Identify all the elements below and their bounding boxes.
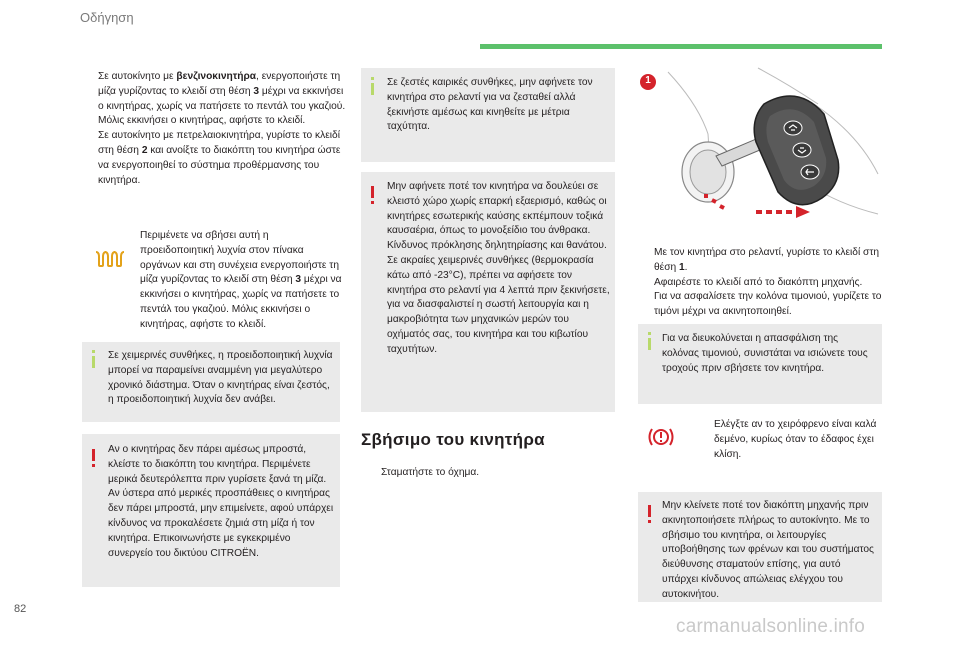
info-text: Για να διευκολύνεται η απασφάλιση της κολόνας τιμονιού, συνιστάται να ισιώνετε τους τροχούς πριν σβήσετε τον κινητήρα. bbox=[662, 333, 868, 374]
header-accent-bar bbox=[480, 44, 882, 49]
page-number: 82 bbox=[14, 603, 27, 615]
text: Ελέγξτε αν το χειρόφρενο είναι καλά δεμένο, κυρίως όταν το έδαφος έχει κλίση. bbox=[714, 419, 877, 460]
warning-icon bbox=[92, 449, 95, 461]
page-header-title: Οδήγηση bbox=[80, 10, 134, 25]
bullet-stop-vehicle bbox=[365, 466, 615, 481]
callout-number: 1 bbox=[645, 75, 651, 86]
warning-box-ignition-off bbox=[638, 492, 882, 602]
warning-box-idle bbox=[361, 172, 615, 412]
col3-bullets bbox=[638, 246, 882, 320]
brake-warning-icon bbox=[645, 426, 677, 448]
info-box-hot-weather bbox=[361, 68, 615, 162]
glow-plug-text bbox=[140, 229, 342, 333]
col2-bullets bbox=[365, 466, 615, 481]
info-text: Σε ζεστές καιρικές συνθήκες, μην αφήνετε τον κινητήρα στο ρελαντί για να ζεσταθεί αλλά ξεκινήστε αμέσως και κινηθείτε με μέτρια ταχύτητα. bbox=[387, 77, 593, 133]
watermark: carmanualsonline.info bbox=[676, 616, 866, 637]
info-icon bbox=[92, 356, 95, 368]
bullet-petrol-start bbox=[82, 70, 346, 129]
info-icon bbox=[371, 83, 374, 95]
warning-box-start bbox=[82, 434, 340, 587]
warning-paragraph: Σε ακραίες χειμερινές συνθήκες (θερμοκρασία κάτω από -23°C), πρέπει να αφήσετε τον κινητήρα στο ρελαντί για 4 λεπτά πριν ξεκινήσετε, για να διασφαλιστεί η σωστή λειτουργία και η μακροβιότητα των μηχανικών μερών του οχήματός σας, του κινητήρα και του κιβωτίου ταχυτήτων. bbox=[387, 254, 610, 355]
brake-check-text bbox=[698, 418, 882, 462]
text: μέχρι να εκκινήσει ο κινητήρας, χωρίς να πατήσετε το πεντάλ του γκαζιού. Μόλις εκκινήσει ο κινητήρας, αφήστε το κλειδί. bbox=[98, 85, 346, 127]
warning-text: Αν ο κινητήρας δεν πάρει αμέσως μπροστά, κλείστε το διακόπτη του κινητήρα. Περιμένετε μερικά δευτερόλεπτα πριν γυρίσετε ξανά τη μίζα. Αν ύστερα από μερικές προσπάθειες ο κινητήρας δεν πάρει μπροστά, μην επιμείνετε, αφού υπάρχει κίνδυνος να προκαλέσετε ζημιά στη μίζα ή τον κινητήρα. Επικοινωνήστε με εγκεκριμένο συνεργείο του δικτύου CITROËN. bbox=[108, 444, 334, 559]
bullet-idle-key-pos bbox=[638, 246, 882, 276]
glow-plug-warning-icon bbox=[93, 250, 125, 268]
warning-text: Μην κλείνετε ποτέ τον διακόπτη μηχανής πριν ακινητοποιήσετε πλήρως το αυτοκίνητο. Με το σβήσιμο του κινητήρα, οι λειτουργίες υποβοήθησης των φρένων και του συστήματος διεύθυνσης σταματούν επίσης, για αυτό υπάρχει κίνδυνος απώλειας ελέγχου του αυτοκινήτου. bbox=[662, 500, 874, 600]
warning-icon bbox=[648, 505, 651, 517]
info-box-steering bbox=[638, 324, 882, 404]
bullet-lock-steering bbox=[638, 290, 882, 320]
info-icon bbox=[648, 338, 651, 350]
position-number: 1 bbox=[679, 261, 685, 273]
info-box-winter bbox=[82, 342, 340, 422]
bullet-diesel-start bbox=[82, 129, 346, 188]
text: και ανοίξτε το διακόπτη του κινητήρα ώστε να ενεργοποιηθεί το σύστημα προθέρμανσης του κινητήρα. bbox=[98, 144, 341, 186]
text: Αφαιρέστε το κλειδί από το διακόπτη μηχανής. bbox=[654, 276, 863, 288]
col1-bullets bbox=[82, 70, 346, 188]
warning-paragraph: Μην αφήνετε ποτέ τον κινητήρα να δουλεύει σε κλειστό χώρο χωρίς επαρκή εξαερισμό, καθώς οι κινητήρες εσωτερικής καύσης εκπέμπουν τοξικά καυσαέρια, όπως το μονοξείδιο του άνθρακα. Κίνδυνος πρόκλησης δηλητηρίασης και θανάτου. bbox=[387, 181, 607, 252]
text: Περιμένετε να σβήσει αυτή η προειδοποιητική λυχνία στον πίνακα οργάνων και στη συνέχεια ενεργοποιήστε τη μίζα γυρίζοντας το κλειδί στη θέση bbox=[140, 230, 339, 286]
text: Σε αυτοκίνητο με bbox=[98, 71, 177, 82]
key-illustration bbox=[638, 64, 882, 240]
text: Για να ασφαλίσετε την κολόνα τιμονιού, γυρίζετε το τιμόνι μέχρι να ακινητοποιηθεί. bbox=[654, 291, 882, 318]
text: μέχρι να εκκινήσει ο κινητήρας, χωρίς να πατήσετε το πεντάλ του γκαζιού. Μόλις εκκινήσει ο κινητήρας, αφήστε το κλειδί. bbox=[140, 274, 342, 330]
bullet-handbrake bbox=[698, 418, 882, 462]
section-title: Σβήσιμο του κινητήρα bbox=[361, 430, 545, 449]
position-number: 3 bbox=[253, 85, 260, 97]
warning-text bbox=[387, 180, 611, 358]
text: Σε αυτοκίνητο με πετρελαιοκινητήρα, γυρίστε το κλειδί στη θέση bbox=[98, 130, 340, 156]
bullet-remove-key bbox=[638, 276, 882, 291]
position-number: 2 bbox=[141, 144, 148, 156]
position-number: 3 bbox=[295, 274, 302, 286]
warning-icon bbox=[371, 186, 374, 198]
text: . bbox=[684, 261, 688, 273]
text: Με τον κινητήρα στο ρελαντί, γυρίστε το κλειδί στη θέση bbox=[654, 247, 880, 273]
text: , ενεργοποιήστε τη μίζα γυρίζοντας το κλειδί στη θέση bbox=[98, 71, 341, 97]
info-text: Σε χειμερινές συνθήκες, η προειδοποιητική λυχνία μπορεί να παραμείνει αναμμένη για μεγαλύτερο χρονικό διάστημα. Όταν ο κινητήρας είναι ζεστός, η προειδοποιητική λυχνία δεν ανάβει. bbox=[108, 350, 333, 406]
text-bold: βενζινοκινητήρα bbox=[176, 71, 257, 82]
text: Σταματήστε το όχημα. bbox=[381, 467, 480, 478]
